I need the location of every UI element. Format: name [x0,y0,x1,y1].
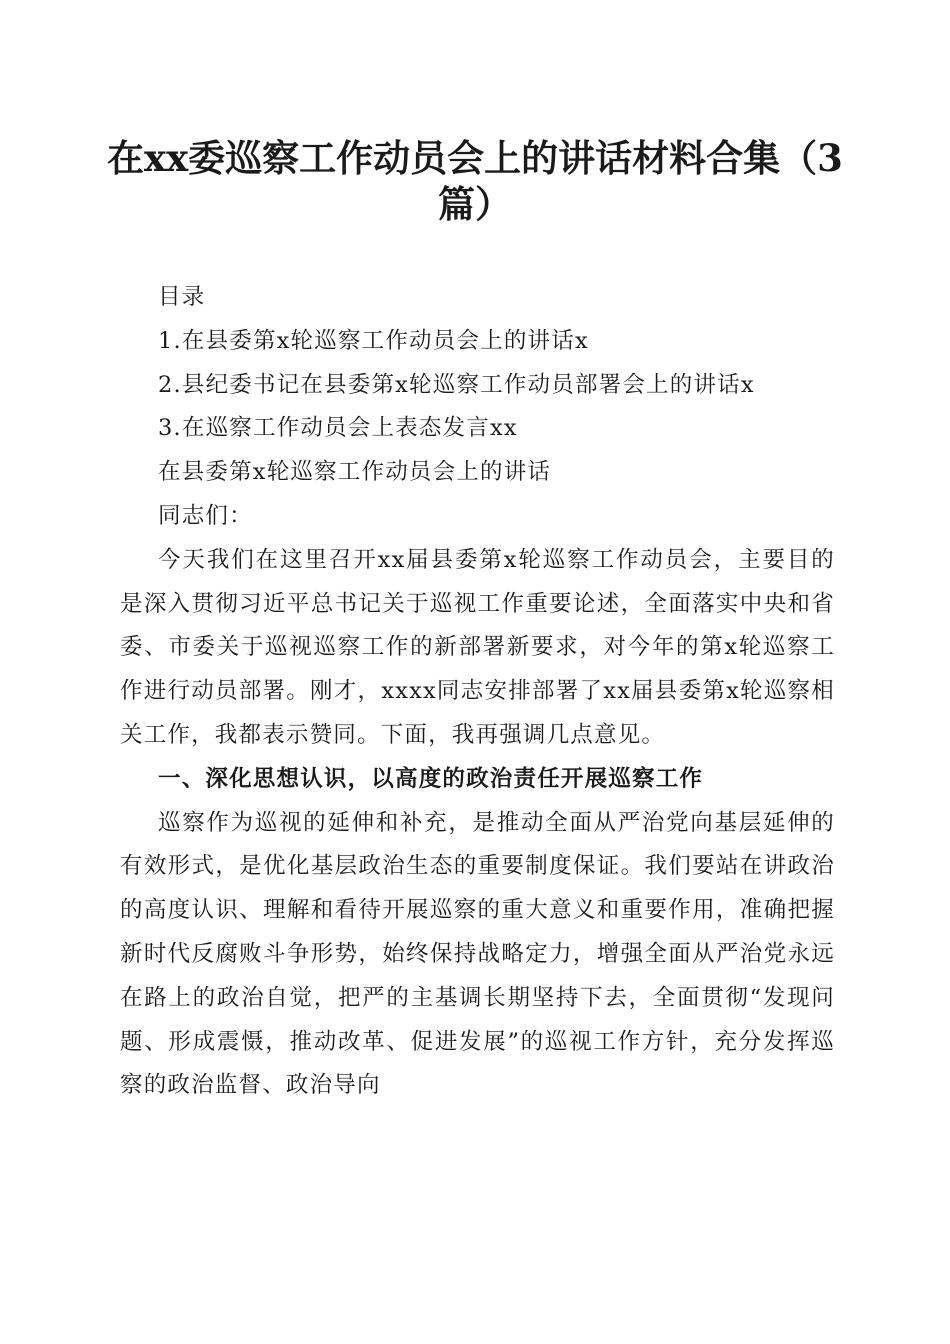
greeting: 同志们： [158,502,253,529]
section-paragraph: 巡察作为巡视的延伸和补充，是推动全面从严治党向基层延伸的有效形式，是优化基层政治生态的重要制度保证。我们要站在讲政治的高度认识、理解和看待开展巡察的重大意义和重要作用，准确把握新时代反腐败斗争形势，始终保持战略定力，增强全面从严治党永远在路上的政治自觉，把严的主基调长期坚持下去，全面贯彻“发现问题、形成震慑，推动改革、促进发展”的巡视工作方针，充分发挥巡察的政治监督、政治导向 [120,809,835,1099]
toc-item: 1.在县委第x轮巡察工作动员会上的讲话x [158,327,589,354]
speech-title: 在县委第x轮巡察工作动员会上的讲话 [158,459,552,486]
document-body [120,276,835,1108]
body-paragraph: 今天我们在这里召开xx届县委第x轮巡察工作动员会，主要目的是深入贯彻习近平总书记关于巡视工作重要论述，全面落实中央和省委、市委关于巡视巡察工作的新部署新要求，对今年的第x轮巡察工作进行动员部署。刚才，xxxx同志安排部署了xx届县委第x轮巡察相关工作，我都表示赞同。下面，我再强调几点意见。 [120,546,835,748]
section-heading: 一、深化思想认识，以高度的政治责任开展巡察工作 [158,765,704,792]
toc-item: 2.县纪委书记在县委第x轮巡察工作动员部署会上的讲话x [158,371,755,398]
toc-item: 3.在巡察工作动员会上表态发言xx [158,415,518,442]
toc-label: 目录 [158,284,206,310]
document-title: 在xx委巡察工作动员会上的讲话材料合集（3篇） [107,136,843,226]
